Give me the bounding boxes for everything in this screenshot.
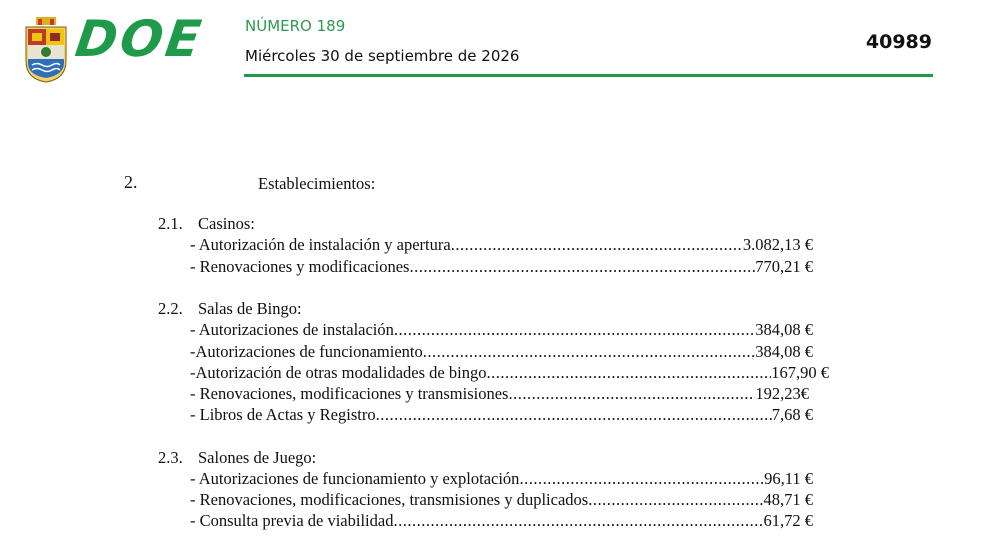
issue-date: Miércoles 30 de septiembre de 2026: [245, 47, 520, 65]
fee-line-item: [190, 511, 813, 531]
fee-label: - Renovaciones, modificaciones y transmisiones: [190, 384, 509, 403]
fee-amount: 3.082,13 €: [742, 235, 813, 254]
fee-line-item: [190, 257, 813, 277]
dot-leader: [451, 235, 743, 255]
fee-label: - Autorizaciones de funcionamiento y explotación: [190, 469, 520, 488]
fee-amount: 61,72 €: [763, 511, 813, 530]
dot-leader: [519, 469, 764, 489]
fee-label: -Autorizaciones de funcionamiento: [190, 342, 423, 361]
fee-line-item: [190, 469, 813, 489]
fee-line-item: [190, 384, 809, 404]
section-title: Establecimientos:: [258, 174, 376, 193]
fee-line-item: [190, 405, 813, 425]
fee-label: - Autorizaciones de instalación: [190, 320, 394, 339]
fee-line-item: [190, 363, 829, 383]
dot-leader: [486, 363, 771, 383]
fee-amount: 48,71 €: [763, 490, 813, 509]
fee-amount: 384,08 €: [755, 320, 813, 339]
fee-label: - Autorización de instalación y apertura: [190, 235, 451, 254]
dot-leader: [393, 511, 763, 531]
fee-line-item: [190, 342, 813, 362]
doe-logo: DOE: [71, 10, 208, 68]
fee-label: -Autorización de otras modalidades de bingo: [190, 363, 487, 382]
dot-leader: [588, 490, 763, 510]
fee-amount: 96,11 €: [764, 469, 813, 488]
fee-line-item: [190, 490, 813, 510]
subsection-number: 2.2.: [158, 299, 183, 318]
dot-leader: [423, 342, 756, 362]
section-number: 2.: [124, 172, 138, 192]
subsection-heading: [158, 448, 316, 468]
fee-amount: 192,23€: [755, 384, 809, 403]
issue-number: NÚMERO 189: [245, 17, 346, 35]
dot-leader: [376, 405, 772, 425]
subsection-title: Casinos:: [198, 214, 255, 233]
fee-amount: 384,08 €: [755, 342, 813, 361]
fee-line-item: [190, 320, 813, 340]
fee-amount: 770,21 €: [755, 257, 813, 276]
dot-leader: [508, 384, 755, 404]
subsection-number: 2.3.: [158, 448, 183, 467]
subsection-heading: [158, 214, 255, 234]
dot-leader: [409, 257, 755, 277]
fee-label: - Consulta previa de viabilidad: [190, 511, 394, 530]
page-number: 40989: [865, 31, 932, 53]
subsection-title: Salas de Bingo:: [198, 299, 302, 318]
subsection-number: 2.1.: [158, 214, 183, 233]
dot-leader: [394, 320, 755, 340]
fee-label: - Libros de Actas y Registro: [190, 405, 376, 424]
fee-amount: 7,68 €: [771, 405, 813, 424]
subsection-heading: [158, 299, 302, 319]
fee-label: - Renovaciones, modificaciones, transmisiones y duplicados: [190, 490, 589, 509]
fee-amount: 167,90 €: [771, 363, 829, 382]
subsection-title: Salones de Juego:: [198, 448, 317, 467]
fee-label: - Renovaciones y modificaciones: [190, 257, 410, 276]
fee-line-item: [190, 235, 813, 255]
